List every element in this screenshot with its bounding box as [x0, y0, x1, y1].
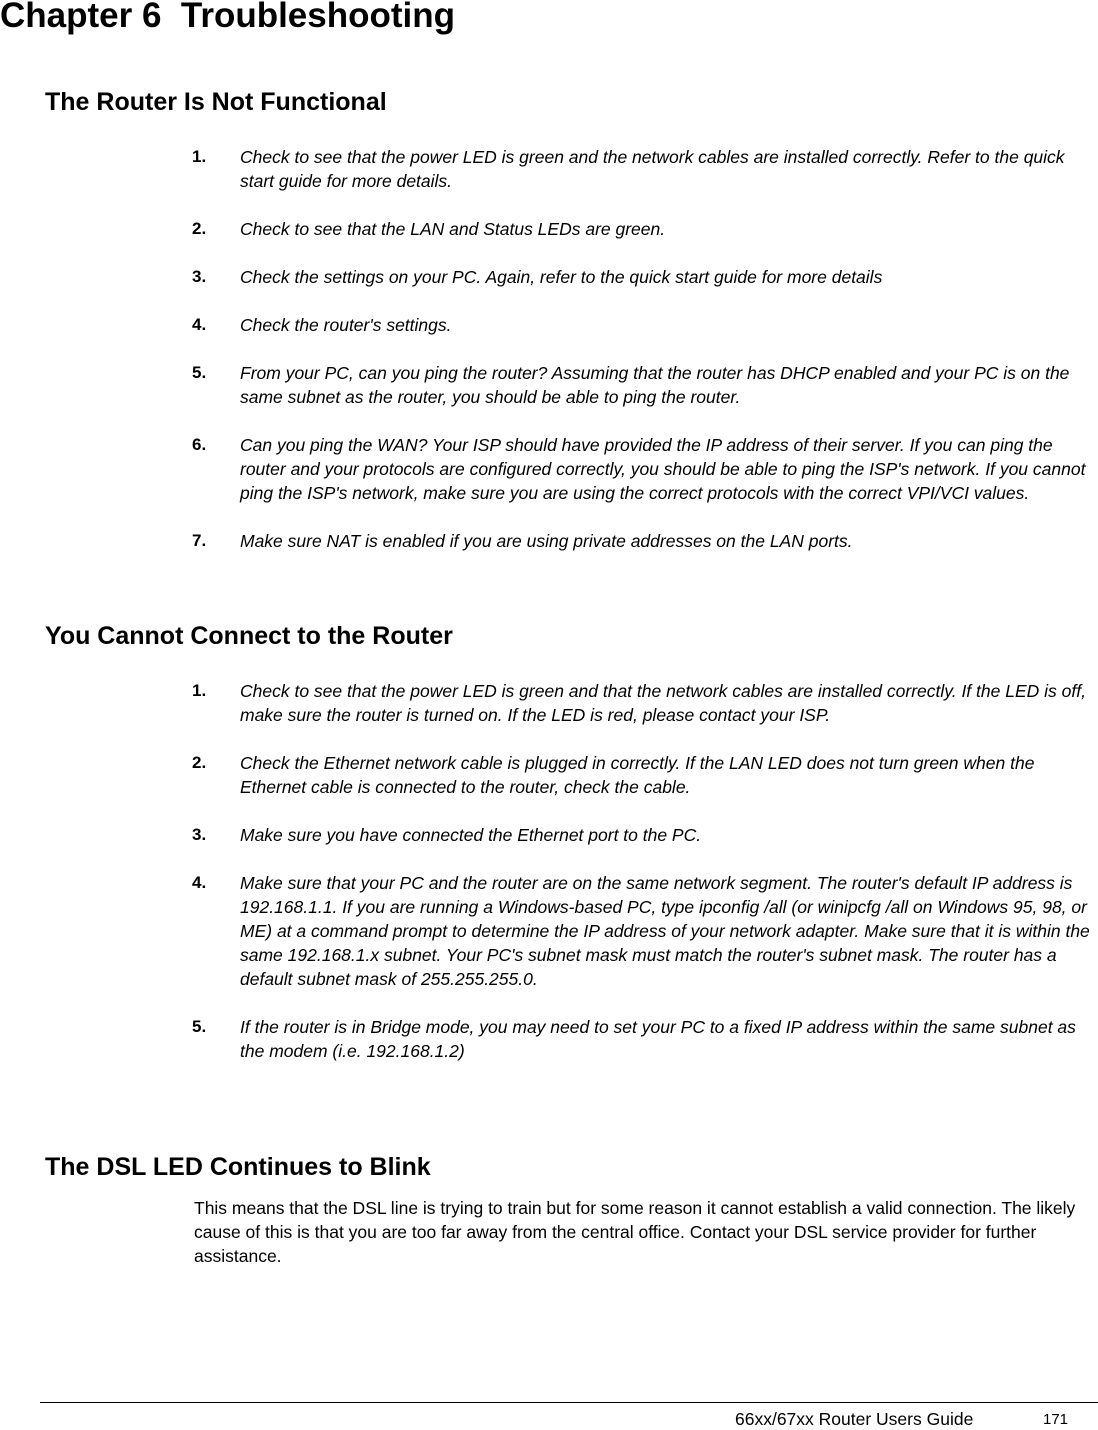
list-item: [0, 823, 1098, 847]
item-number: 6.: [192, 435, 207, 454]
section-heading-cannot-connect: You Cannot Connect to the Router: [45, 622, 453, 650]
item-text: Check the settings on your PC. Again, refer to the quick start guide for more details: [240, 267, 883, 287]
item-text: Check the Ethernet network cable is plugged in correctly. If the LAN LED does not turn green when the Ethernet cable is connected to the router, check the cable.: [240, 753, 1035, 797]
item-number: 4.: [192, 315, 207, 334]
item-text: Make sure that your PC and the router are on the same network segment. The router's default IP address is 192.168.1.1. If you are running a Windows-based PC, type ipconfig /all (or winipcfg /all on Windows 95, 98, or ME) at a command prompt to determine the IP address of your network adapter. Make sure that it is within the same 192.168.1.x subnet. Your PC's subnet mask must match the router's subnet mask. The router has a default subnet mask of 255.255.255.0.: [240, 873, 1090, 989]
list-item: [0, 217, 1098, 241]
item-text: Check the router's settings.: [240, 315, 452, 335]
list-item: [0, 1015, 1098, 1063]
list-item: [0, 679, 1098, 727]
item-text: Make sure you have connected the Ethernet port to the PC.: [240, 825, 702, 845]
list-item: [0, 871, 1098, 991]
item-number: 2.: [192, 753, 207, 772]
list-item: [0, 361, 1098, 409]
list-item: [0, 433, 1098, 505]
item-text: Check to see that the power LED is green and the network cables are installed correctly. Refer to the quick start guide for more details.: [240, 147, 1065, 191]
chapter-title: Chapter 6 Troubleshooting: [0, 0, 456, 35]
item-text: If the router is in Bridge mode, you may need to set your PC to a fixed IP address within the same subnet as the modem (i.e. 192.168.1.2): [240, 1017, 1076, 1061]
list-item: [0, 529, 1098, 553]
page-number: 171: [1043, 1411, 1069, 1428]
footer-guide-title: 66xx/67xx Router Users Guide: [735, 1409, 974, 1429]
dsl-led-paragraph: This means that the DSL line is trying to train but for some reason it cannot establish a valid connection. The likely cause of this is that you are too far away from the central office. Contact your DSL service provider for further assistance.: [194, 1198, 1076, 1266]
list-item: [0, 313, 1098, 337]
item-number: 3.: [192, 267, 207, 286]
troubleshooting-list-cannot-connect: [0, 679, 1098, 1063]
item-number: 1.: [192, 681, 207, 700]
list-item: [0, 751, 1098, 799]
item-number: 2.: [192, 219, 207, 238]
item-text: Make sure NAT is enabled if you are using private addresses on the LAN ports.: [240, 531, 853, 551]
item-number: 7.: [192, 531, 207, 550]
item-number: 4.: [192, 873, 207, 892]
item-number: 5.: [192, 363, 207, 382]
item-text: Check to see that the power LED is green and that the network cables are installed correctly. If the LED is off, make sure the router is turned on. If the LED is red, please contact your ISP.: [240, 681, 1086, 725]
item-number: 3.: [192, 825, 207, 844]
item-text: From your PC, can you ping the router? Assuming that the router has DHCP enabled and your PC is on the same subnet as the router, you should be able to ping the router.: [240, 363, 1070, 407]
list-item: [0, 145, 1098, 193]
item-number: 5.: [192, 1017, 207, 1036]
section-heading-router-not-functional: The Router Is Not Functional: [45, 88, 387, 116]
footer-divider: [40, 1402, 1098, 1403]
item-text: Can you ping the WAN? Your ISP should have provided the IP address of their server. If you can ping the router and your protocols are configured correctly, you should be able to ping the ISP's network. If you cannot ping the ISP's network, make sure you are using the correct protocols with the correct VPI/VCI values.: [240, 435, 1086, 503]
list-item: [0, 265, 1098, 289]
item-text: Check to see that the LAN and Status LEDs are green.: [240, 219, 666, 239]
item-number: 1.: [192, 147, 207, 166]
troubleshooting-list-router-not-functional: [0, 145, 1098, 553]
section-heading-dsl-led-blink: The DSL LED Continues to Blink: [45, 1153, 431, 1181]
